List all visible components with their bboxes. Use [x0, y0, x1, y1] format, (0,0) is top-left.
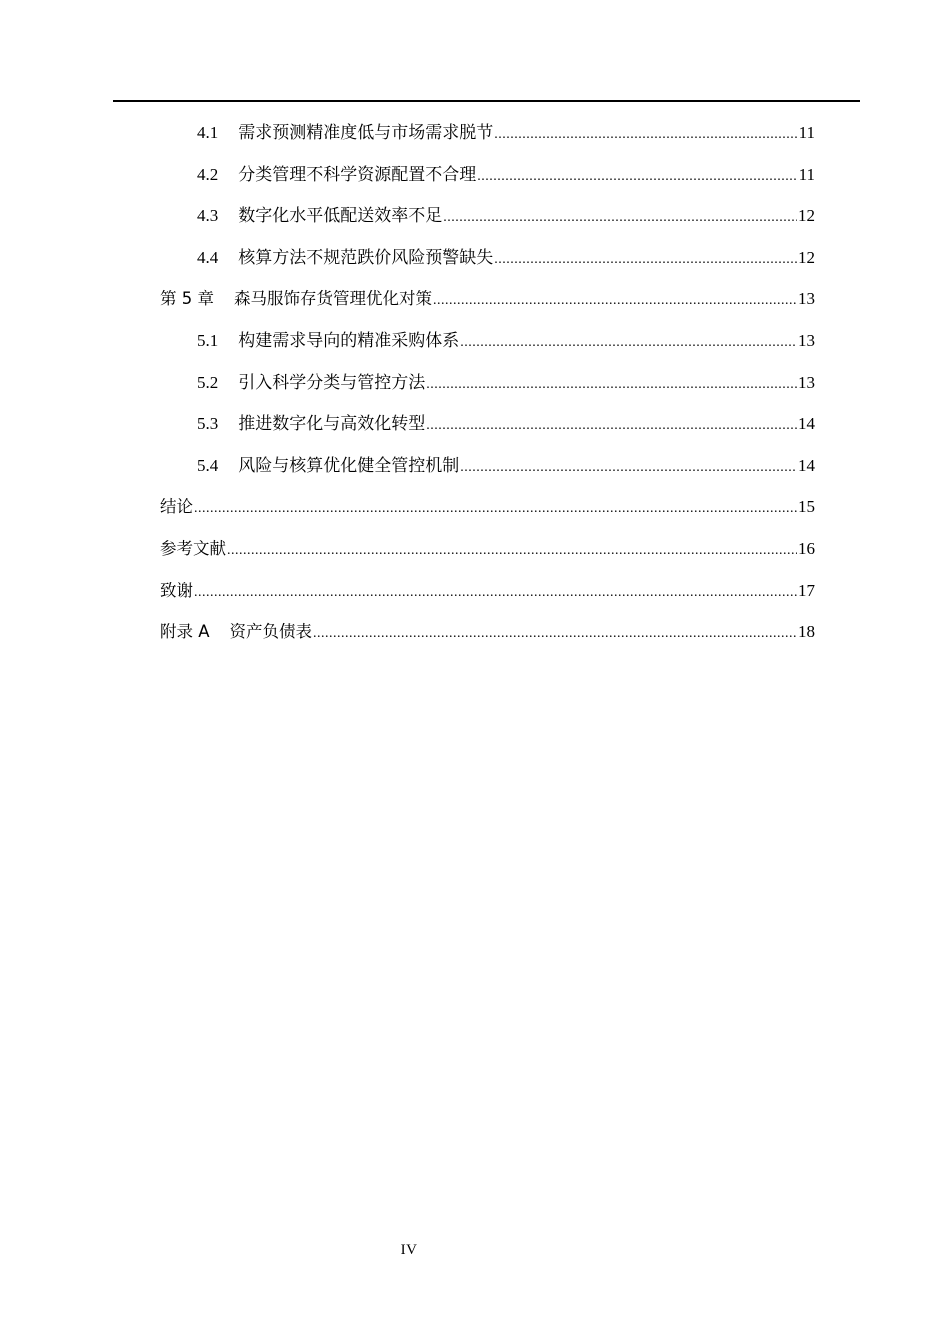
toc-dot-leader [433, 278, 797, 322]
toc-entry-4-4[interactable] [160, 237, 815, 279]
toc-entry-title: 致谢 [160, 580, 193, 600]
toc-entry-title: 结论 [160, 497, 193, 517]
toc-entry-page: 13 [798, 330, 815, 350]
toc-entry-page: 16 [798, 538, 815, 558]
toc-entry-appendix-a[interactable] [160, 611, 815, 653]
toc-dot-leader [460, 320, 797, 364]
toc-entry-number: 4.1 [197, 123, 219, 142]
toc-dot-leader [494, 237, 797, 281]
toc-entry-page: 17 [798, 580, 815, 600]
toc-entry-title: 核算方法不规范跌价风险预警缺失 [238, 247, 494, 267]
header-rule [113, 100, 860, 102]
toc-dot-leader [477, 154, 797, 198]
toc-dot-leader [227, 528, 797, 572]
toc-dot-leader [443, 195, 797, 239]
toc-dot-leader [194, 486, 797, 530]
toc-entry-5-3[interactable] [160, 403, 815, 445]
toc-entry-number: 5.2 [197, 372, 219, 392]
toc-entry-number: 4.2 [197, 164, 219, 184]
toc-entry-number: 5.4 [197, 455, 219, 475]
toc-entry-title: 参考文献 [160, 538, 226, 558]
toc-entry-page: 14 [798, 455, 815, 475]
table-of-contents [160, 112, 815, 653]
toc-entry-title: 森马服饰存货管理优化对策 [234, 289, 432, 309]
toc-dot-leader [313, 611, 797, 655]
toc-entry-page: 18 [798, 622, 815, 642]
toc-entry-title: 风险与核算优化健全管控机制 [238, 455, 460, 475]
toc-entry-page: 15 [798, 497, 815, 517]
toc-entry-5-2[interactable] [160, 362, 815, 404]
toc-entry-title: 推进数字化与高效化转型 [238, 414, 426, 434]
toc-entry-4-1[interactable] [160, 112, 815, 154]
toc-entry-title: 分类管理不科学资源配置不合理 [238, 164, 477, 184]
toc-entry-5-4[interactable] [160, 445, 815, 487]
toc-dot-leader [426, 362, 797, 406]
toc-entry-page: 14 [798, 414, 815, 434]
toc-entry-page: 13 [798, 289, 815, 309]
toc-entry-number: 第 5 章 [160, 289, 214, 309]
toc-entry-title: 构建需求导向的精准采购体系 [238, 330, 460, 350]
toc-entry-title: 引入科学分类与管控方法 [238, 372, 426, 392]
toc-dot-leader [460, 445, 797, 489]
toc-entry-title: 资产负债表 [229, 622, 313, 642]
toc-entry-conclusion[interactable] [160, 486, 815, 528]
toc-entry-number: 附录 A [160, 622, 210, 642]
toc-entry-page: 13 [798, 372, 815, 392]
toc-entry-number: 4.3 [197, 206, 219, 226]
toc-entry-4-2[interactable] [160, 154, 815, 196]
toc-entry-5-1[interactable] [160, 320, 815, 362]
toc-entry-chapter-5[interactable] [160, 278, 815, 320]
toc-entry-page: 12 [798, 247, 815, 267]
toc-dot-leader [194, 570, 797, 614]
toc-dot-leader [494, 112, 797, 156]
toc-entry-number: 5.1 [197, 330, 219, 350]
toc-entry-number: 5.3 [197, 414, 219, 434]
toc-entry-acknowledgements[interactable] [160, 570, 815, 612]
toc-entry-number: 4.4 [197, 247, 219, 267]
page-number: IV [400, 1242, 418, 1258]
toc-entry-page: 12 [798, 206, 815, 226]
toc-entry-4-3[interactable] [160, 195, 815, 237]
toc-entry-references[interactable] [160, 528, 815, 570]
toc-dot-leader [426, 403, 797, 447]
toc-entry-page: 11 [798, 164, 815, 184]
toc-entry-title: 需求预测精准度低与市场需求脱节 [238, 123, 494, 142]
toc-entry-page: 11 [798, 123, 815, 142]
toc-entry-title: 数字化水平低配送效率不足 [238, 206, 443, 226]
